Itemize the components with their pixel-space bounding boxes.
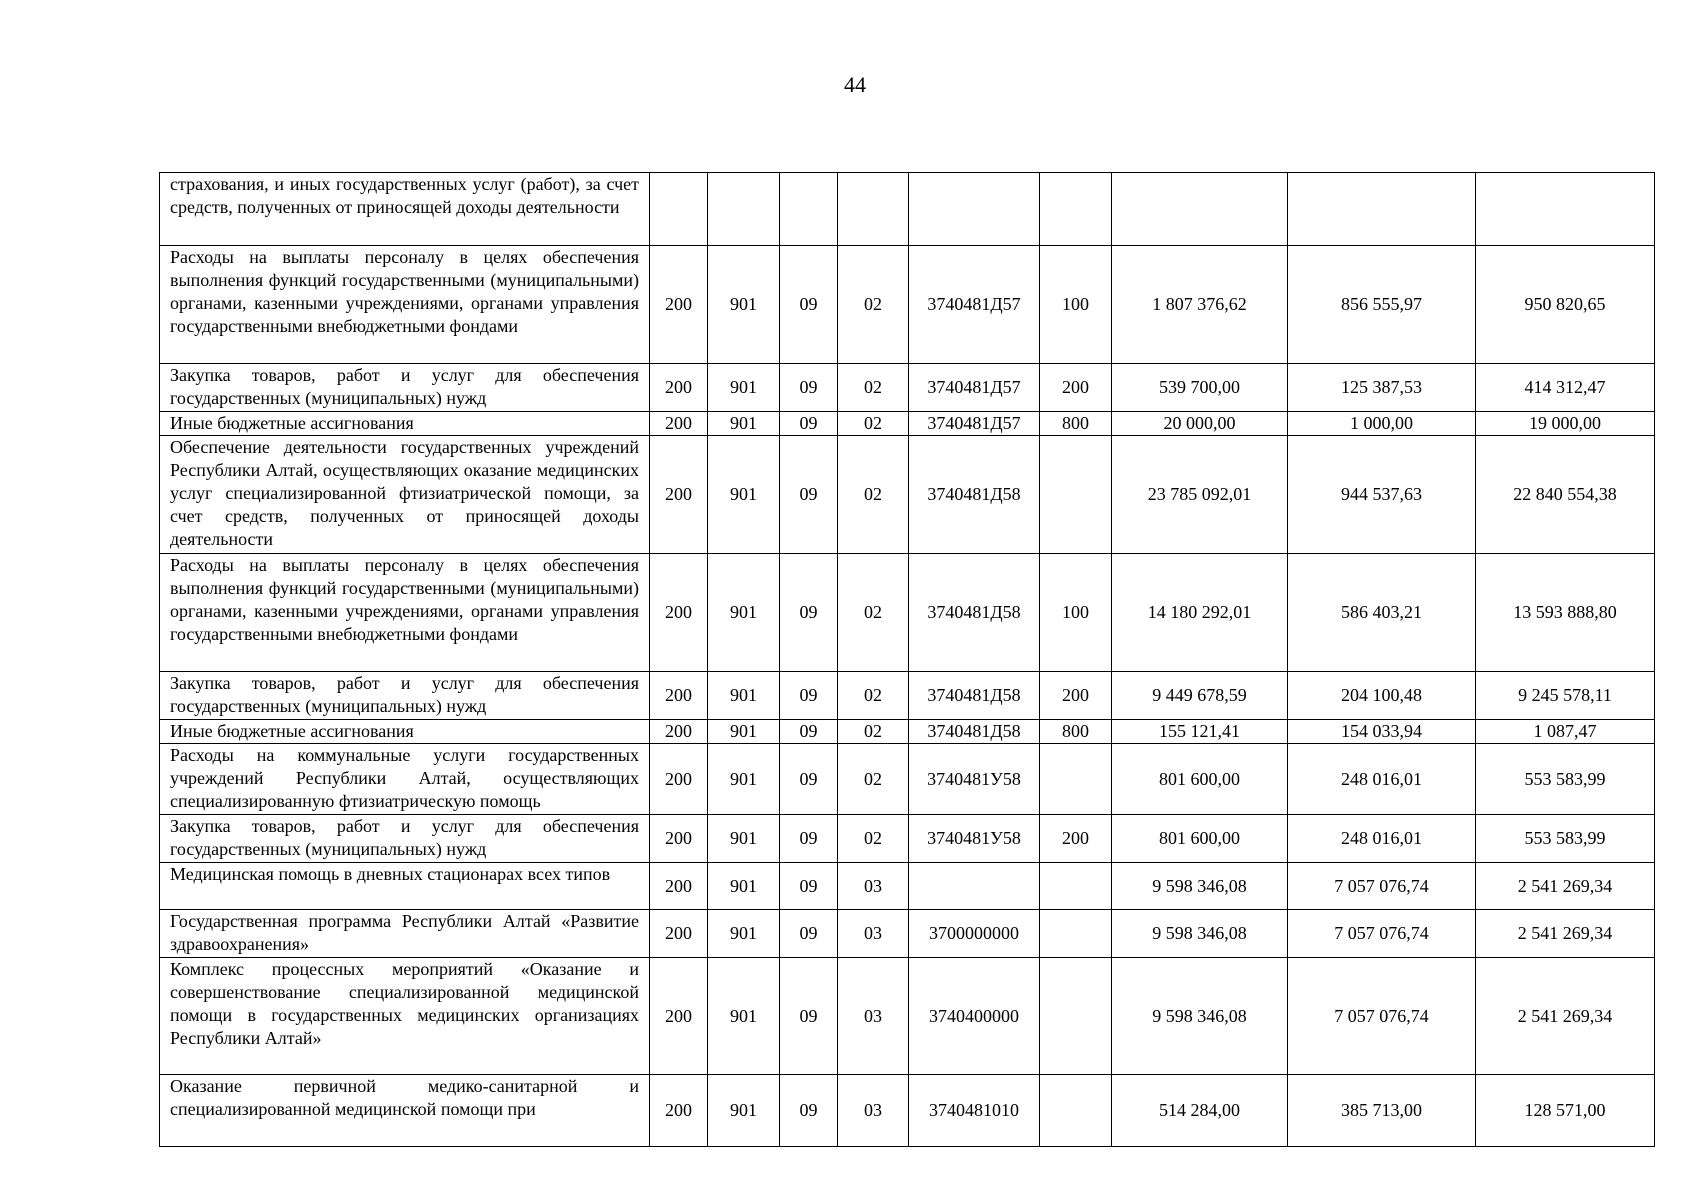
code-cell: 901 (708, 672, 780, 720)
code-cell: 02 (838, 672, 909, 720)
code-cell: 03 (838, 910, 909, 958)
code-cell: 901 (708, 554, 780, 672)
code-cell: 09 (780, 246, 838, 364)
amount-cell: 2 541 269,34 (1476, 910, 1655, 958)
budget-table (159, 172, 1655, 1147)
amount-cell: 2 541 269,34 (1476, 958, 1655, 1075)
amount-cell: 128 571,00 (1476, 1075, 1655, 1147)
code-cell: 200 (650, 554, 708, 672)
amount-cell: 20 000,00 (1112, 412, 1288, 436)
code-cell (650, 173, 708, 246)
code-cell: 901 (708, 815, 780, 863)
table-row (160, 173, 1655, 246)
amount-cell: 1 087,47 (1476, 720, 1655, 744)
table-row (160, 436, 1655, 554)
target-article-cell: 3740481У58 (909, 744, 1040, 815)
row-description: Обеспечение деятельности государственных учреждений Республики Алтай, осуществляющих оказание медицинских услуг специализированной фтизиатрической помощи, за счет средств, полученных от приносящей доходы деятельности (160, 436, 650, 554)
code-cell: 02 (838, 364, 909, 412)
code-cell: 200 (650, 364, 708, 412)
row-description: Иные бюджетные ассигнования (160, 412, 650, 436)
row-description: Расходы на коммунальные услуги государственных учреждений Республики Алтай, осуществляющих специализированную фтизиатрическую помощь (160, 744, 650, 815)
expense-type-cell (1040, 436, 1112, 554)
code-cell: 200 (650, 436, 708, 554)
code-cell: 03 (838, 863, 909, 910)
code-cell: 200 (650, 863, 708, 910)
code-cell: 200 (650, 720, 708, 744)
code-cell: 02 (838, 744, 909, 815)
target-article-cell: 3740481Д57 (909, 246, 1040, 364)
target-article-cell: 3740481Д57 (909, 364, 1040, 412)
code-cell: 02 (838, 815, 909, 863)
table-row (160, 720, 1655, 744)
expense-type-cell: 800 (1040, 412, 1112, 436)
code-cell: 901 (708, 412, 780, 436)
table-row (160, 863, 1655, 910)
amount-cell: 22 840 554,38 (1476, 436, 1655, 554)
amount-cell: 950 820,65 (1476, 246, 1655, 364)
code-cell (780, 173, 838, 246)
code-cell: 09 (780, 1075, 838, 1147)
amount-cell: 7 057 076,74 (1288, 910, 1476, 958)
expense-type-cell: 100 (1040, 246, 1112, 364)
amount-cell: 801 600,00 (1112, 815, 1288, 863)
target-article-cell: 3740481Д58 (909, 672, 1040, 720)
amount-cell: 9 598 346,08 (1112, 958, 1288, 1075)
amount-cell: 7 057 076,74 (1288, 863, 1476, 910)
code-cell: 200 (650, 910, 708, 958)
row-description: Расходы на выплаты персоналу в целях обеспечения выполнения функций государственными (муниципальными) органами, казенными учреждениями, органами управления государственными внебюджетными фондами (160, 246, 650, 364)
amount-cell (1476, 173, 1655, 246)
expense-type-cell: 200 (1040, 364, 1112, 412)
row-description: Расходы на выплаты персоналу в целях обеспечения выполнения функций государственными (муниципальными) органами, казенными учреждениями, органами управления государственными внебюджетными фондами (160, 554, 650, 672)
target-article-cell: 3740481010 (909, 1075, 1040, 1147)
expense-type-cell: 200 (1040, 815, 1112, 863)
amount-cell: 154 033,94 (1288, 720, 1476, 744)
amount-cell: 248 016,01 (1288, 744, 1476, 815)
amount-cell: 125 387,53 (1288, 364, 1476, 412)
code-cell: 09 (780, 364, 838, 412)
amount-cell: 14 180 292,01 (1112, 554, 1288, 672)
code-cell: 03 (838, 958, 909, 1075)
amount-cell: 586 403,21 (1288, 554, 1476, 672)
row-description: Медицинская помощь в дневных стационарах всех типов (160, 863, 650, 910)
expense-type-cell (1040, 910, 1112, 958)
row-description: Закупка товаров, работ и услуг для обеспечения государственных (муниципальных) нужд (160, 815, 650, 863)
amount-cell: 7 057 076,74 (1288, 958, 1476, 1075)
expense-type-cell: 200 (1040, 672, 1112, 720)
code-cell: 200 (650, 1075, 708, 1147)
expense-type-cell: 100 (1040, 554, 1112, 672)
target-article-cell: 3740481У58 (909, 815, 1040, 863)
table-row (160, 1075, 1655, 1147)
target-article-cell: 3740481Д58 (909, 720, 1040, 744)
target-article-cell: 3740481Д58 (909, 554, 1040, 672)
expense-type-cell (1040, 744, 1112, 815)
code-cell (838, 173, 909, 246)
code-cell: 02 (838, 412, 909, 436)
target-article-cell: 3740481Д58 (909, 436, 1040, 554)
code-cell: 09 (780, 554, 838, 672)
expense-type-cell: 800 (1040, 720, 1112, 744)
amount-cell: 1 000,00 (1288, 412, 1476, 436)
code-cell: 901 (708, 436, 780, 554)
code-cell (708, 173, 780, 246)
code-cell: 09 (780, 815, 838, 863)
row-description: страхования, и иных государственных услуг (работ), за счет средств, полученных от приносящей доходы деятельности (160, 173, 650, 246)
code-cell: 02 (838, 436, 909, 554)
row-description: Иные бюджетные ассигнования (160, 720, 650, 744)
code-cell: 09 (780, 958, 838, 1075)
amount-cell: 23 785 092,01 (1112, 436, 1288, 554)
amount-cell: 13 593 888,80 (1476, 554, 1655, 672)
code-cell: 200 (650, 412, 708, 436)
table-row (160, 815, 1655, 863)
amount-cell: 539 700,00 (1112, 364, 1288, 412)
table-row (160, 672, 1655, 720)
page-number: 44 (844, 72, 866, 97)
code-cell: 09 (780, 744, 838, 815)
code-cell: 09 (780, 720, 838, 744)
code-cell: 200 (650, 958, 708, 1075)
amount-cell: 514 284,00 (1112, 1075, 1288, 1147)
row-description: Закупка товаров, работ и услуг для обеспечения государственных (муниципальных) нужд (160, 672, 650, 720)
amount-cell: 414 312,47 (1476, 364, 1655, 412)
code-cell: 09 (780, 436, 838, 554)
code-cell: 901 (708, 720, 780, 744)
code-cell: 200 (650, 672, 708, 720)
row-description: Государственная программа Республики Алтай «Развитие здравоохранения» (160, 910, 650, 958)
code-cell: 200 (650, 246, 708, 364)
amount-cell: 385 713,00 (1288, 1075, 1476, 1147)
amount-cell: 553 583,99 (1476, 744, 1655, 815)
table-row (160, 412, 1655, 436)
row-description: Оказание первичной медико-санитарной и специализированной медицинской помощи при (160, 1075, 650, 1147)
code-cell: 09 (780, 412, 838, 436)
expense-type-cell (1040, 173, 1112, 246)
amount-cell: 801 600,00 (1112, 744, 1288, 815)
table-row (160, 364, 1655, 412)
code-cell: 901 (708, 910, 780, 958)
code-cell: 901 (708, 958, 780, 1075)
expense-type-cell (1040, 1075, 1112, 1147)
code-cell: 901 (708, 1075, 780, 1147)
expense-type-cell (1040, 958, 1112, 1075)
code-cell: 901 (708, 246, 780, 364)
amount-cell: 19 000,00 (1476, 412, 1655, 436)
amount-cell: 856 555,97 (1288, 246, 1476, 364)
table-row (160, 554, 1655, 672)
amount-cell (1112, 173, 1288, 246)
code-cell: 901 (708, 744, 780, 815)
table-row (160, 744, 1655, 815)
row-description: Закупка товаров, работ и услуг для обеспечения государственных (муниципальных) нужд (160, 364, 650, 412)
code-cell: 02 (838, 720, 909, 744)
table-row (160, 246, 1655, 364)
target-article-cell: 3740400000 (909, 958, 1040, 1075)
amount-cell: 944 537,63 (1288, 436, 1476, 554)
amount-cell: 248 016,01 (1288, 815, 1476, 863)
code-cell: 02 (838, 554, 909, 672)
table-row (160, 958, 1655, 1075)
target-article-cell (909, 863, 1040, 910)
amount-cell (1288, 173, 1476, 246)
code-cell: 901 (708, 863, 780, 910)
target-article-cell: 3740481Д57 (909, 412, 1040, 436)
target-article-cell (909, 173, 1040, 246)
code-cell: 09 (780, 910, 838, 958)
table-row (160, 910, 1655, 958)
code-cell: 200 (650, 744, 708, 815)
amount-cell: 9 449 678,59 (1112, 672, 1288, 720)
amount-cell: 9 598 346,08 (1112, 910, 1288, 958)
row-description: Комплекс процессных мероприятий «Оказание и совершенствование специализированной медицинской помощи в государственных медицинских организациях Республики Алтай» (160, 958, 650, 1075)
target-article-cell: 3700000000 (909, 910, 1040, 958)
amount-cell: 1 807 376,62 (1112, 246, 1288, 364)
code-cell: 200 (650, 815, 708, 863)
expense-type-cell (1040, 863, 1112, 910)
amount-cell: 204 100,48 (1288, 672, 1476, 720)
amount-cell: 155 121,41 (1112, 720, 1288, 744)
code-cell: 09 (780, 863, 838, 910)
code-cell: 901 (708, 364, 780, 412)
amount-cell: 9 245 578,11 (1476, 672, 1655, 720)
code-cell: 09 (780, 672, 838, 720)
code-cell: 02 (838, 246, 909, 364)
amount-cell: 9 598 346,08 (1112, 863, 1288, 910)
amount-cell: 2 541 269,34 (1476, 863, 1655, 910)
amount-cell: 553 583,99 (1476, 815, 1655, 863)
code-cell: 03 (838, 1075, 909, 1147)
